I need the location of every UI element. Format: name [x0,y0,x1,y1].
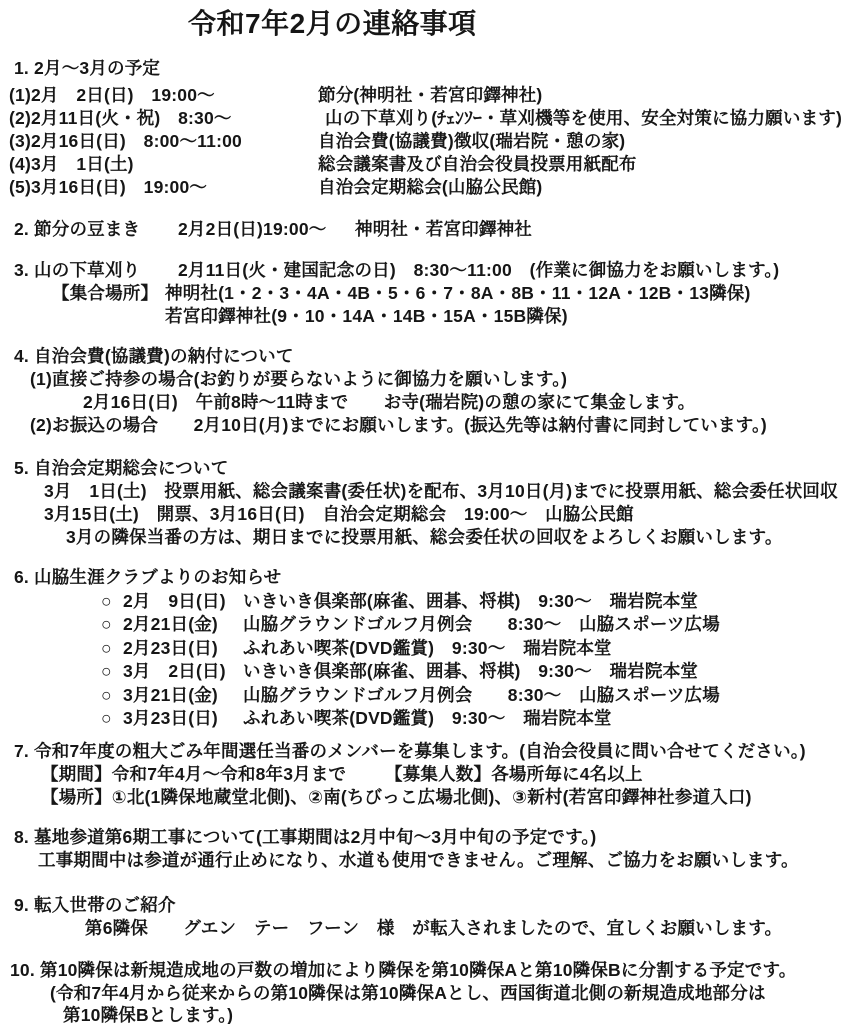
section-8-heading: 8. 墓地参道第6期工事について(工事期間は2月中旬～3月中旬の予定です。) [14,827,597,847]
section-5-heading: 5. 自治会定期総会について [14,458,229,478]
section-1-heading: 1. 2月～3月の予定 [14,58,161,78]
club-row-desc: いきいき倶楽部(麻雀、囲碁、将棋) 9:30～ 瑞岩院本堂 [243,591,698,611]
circle-bullet-icon: ○ [101,708,112,728]
section-6-heading: 6. 山脇生涯クラブよりのお知らせ [14,567,282,587]
schedule-row-date: (1)2月 2日(日) 19:00～ [9,85,215,105]
schedule-row-desc: 自治会費(協議費)徴収(瑞岩院・憩の家) [318,131,626,151]
section-3-meet-label: 【集合場所】 [52,283,159,303]
club-row-desc: 山脇グラウンドゴルフ月例会 8:30～ 山脇スポーツ広場 [243,685,720,705]
schedule-row-desc: 自治会定期総会(山脇公民館) [318,177,543,197]
schedule-row-desc: 総会議案書及び自治会役員投票用紙配布 [318,154,637,174]
section-2-date: 2月2日(日)19:00～ [178,219,327,239]
club-row-desc: いきいき倶楽部(麻雀、囲碁、将棋) 9:30～ 瑞岩院本堂 [243,661,698,681]
section-4-line3: (2)お振込の場合 2月10日(月)までにお願いします。(振込先等は納付書に同封しています。) [30,415,767,435]
schedule-row-desc: 山の下草刈り(ﾁｪﾝｿｰ・草刈機等を使用、安全対策に協力願います) [325,108,843,128]
club-row-desc: ふれあい喫茶(DVD鑑賞) 9:30～ 瑞岩院本堂 [243,638,612,658]
section-2-place: 神明社・若宮印鐸神社 [355,219,532,239]
section-8-line1: 工事期間中は参道が通行止めになり、水道も使用できません。ご理解、ご協力をお願いします。 [38,850,799,870]
section-7-recruit: 【募集人数】各場所毎に4名以上 [385,764,643,784]
section-10-line1: (令和7年4月から従来からの第10隣保は第10隣保Aとし、西国街道北側の新規造成地部分は [50,983,766,1003]
club-row-date: 2月21日(金) [123,614,218,634]
section-10-line2: 第10隣保Bとします。) [63,1005,234,1024]
section-7-place: 【場所】①北(1隣保地蔵堂北側)、②南(ちびっこ広場北側)、③新村(若宮印鐸神社参道入口) [41,787,752,807]
section-5-line3: 3月の隣保当番の方は、期日までに投票用紙、総会委任状の回収をよろしくお願いします。 [66,527,783,547]
section-9-line1: 第6隣保 グエン テー フーン 様 が転入されましたので、宜しくお願いします。 [85,918,783,938]
section-10-heading: 10. 第10隣保は新規造成地の戸数の増加により隣保を第10隣保Aと第10隣保Bに分割する予定です。 [10,960,797,980]
schedule-row-date: (3)2月16日(日) 8:00～11:00 [9,131,242,151]
club-row-desc: 山脇グラウンドゴルフ月例会 8:30～ 山脇スポーツ広場 [243,614,720,634]
club-row-date: 2月 9日(日) [123,591,226,611]
schedule-row-date: (2)2月11日(火・祝) 8:30～ [9,108,232,128]
club-row-date: 3月23日(日) [123,708,218,728]
section-7-period: 【期間】令和7年4月～令和8年3月まで [41,764,347,784]
circle-bullet-icon: ○ [101,685,112,705]
section-3-heading: 3. 山の下草刈り [14,260,141,280]
club-row-date: 3月 2日(日) [123,661,226,681]
section-3-meet-site1: 神明社(1・2・3・4A・4B・5・6・7・8A・8B・11・12A・12B・13隣保) [165,283,751,303]
circle-bullet-icon: ○ [101,638,112,658]
section-4-line2: 2月16日(日) 午前8時～11時まで お寺(瑞岩院)の憩の家にて集金します。 [83,392,696,412]
schedule-row-date: (4)3月 1日(土) [9,154,134,174]
section-4-line1: (1)直接ご持参の場合(お釣りが要らないように御協力を願いします。) [30,369,568,389]
circle-bullet-icon: ○ [101,661,112,681]
schedule-row-desc: 節分(神明社・若宮印鐸神社) [318,85,543,105]
club-row-date: 3月21日(金) [123,685,218,705]
doc-title: 令和7年2月の連絡事項 [188,8,477,39]
section-7-heading: 7. 令和7年度の粗大ごみ年間選任当番のメンバーを募集します。(自治会役員に問い合せてください。) [14,741,806,761]
section-2-heading: 2. 節分の豆まき [14,219,141,239]
circle-bullet-icon: ○ [101,591,112,611]
section-5-line1: 3月 1日(土) 投票用紙、総会議案書(委任状)を配布、3月10日(月)までに投票用紙、総会委任状回収 [44,481,838,501]
circle-bullet-icon: ○ [101,614,112,634]
section-9-heading: 9. 転入世帯のご紹介 [14,895,176,915]
section-3-meet-site2: 若宮印鐸神社(9・10・14A・14B・15A・15B隣保) [165,306,568,326]
schedule-row-date: (5)3月16日(日) 19:00～ [9,177,208,197]
section-5-line2: 3月15日(土) 開票、3月16日(日) 自治会定期総会 19:00～ 山脇公民館 [44,504,634,524]
section-3-detail: 2月11日(火・建国記念の日) 8:30～11:00 (作業に御協力をお願いします。) [178,260,780,280]
club-row-date: 2月23日(日) [123,638,218,658]
section-4-heading: 4. 自治会費(協議費)の納付について [14,346,294,366]
club-row-desc: ふれあい喫茶(DVD鑑賞) 9:30～ 瑞岩院本堂 [243,708,612,728]
